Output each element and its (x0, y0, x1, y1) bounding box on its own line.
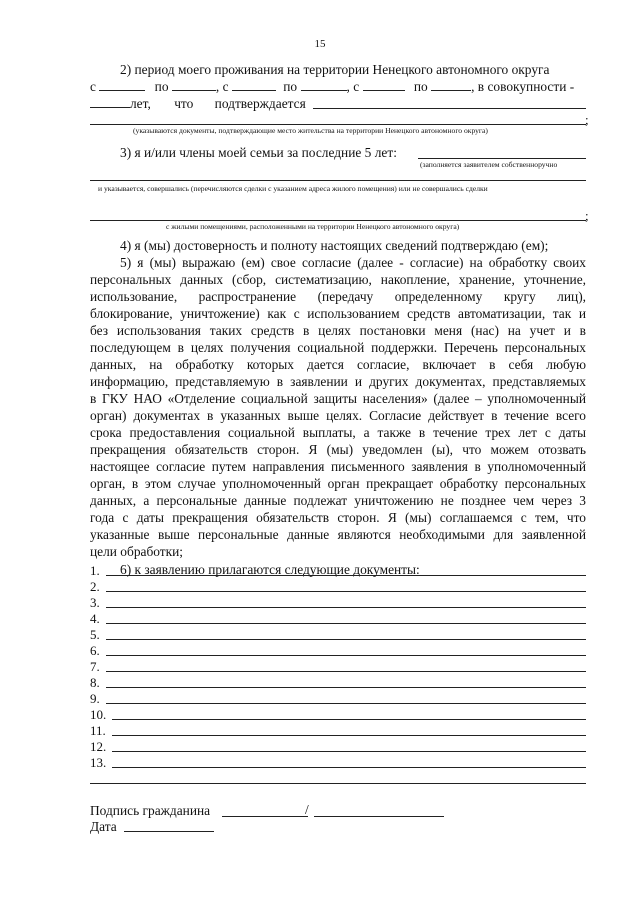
page-number: 15 (314, 38, 326, 50)
doc-number: 12. (90, 739, 107, 754)
doc-number: 4. (90, 611, 100, 626)
item3-hint-2: и указывается, совершались (перечисляются сделки с указанием адреса жилого помещения) или не совершались сделки (98, 184, 488, 193)
doc-field[interactable] (106, 687, 586, 688)
item5-line: блокирование, уничтожение) как с использованием средств автоматизации, так и (90, 306, 586, 321)
item3-heading: 3) я и/или члены моей семьи за последние 5 лет: (120, 145, 397, 160)
doc-field[interactable] (106, 623, 586, 624)
item3-field-3[interactable] (90, 220, 586, 221)
item2-to-field-3[interactable] (431, 79, 471, 91)
item2-from-field-2[interactable] (232, 79, 276, 91)
item2-hint: (указываются документы, подтверждающие место жительства на территории Ненецкого автономного округа) (133, 126, 488, 135)
item5-line: прекращения обязательств сторон. Я (мы) уведомлен (ы), что можем отозвать (90, 442, 586, 457)
item5-line: последующем в целях получения социальной поддержки. Перечень персональных (90, 340, 586, 355)
item2-to-field-1[interactable] (172, 79, 216, 91)
doc-field[interactable] (106, 655, 586, 656)
item5-line: информацию, представляемую в заявлении и других документах, представляемых (90, 374, 586, 389)
item5-line: без использования таких средств в целях постановки меня (нас) на учет и в (90, 323, 586, 338)
signature-field[interactable] (222, 816, 308, 817)
doc-field[interactable] (112, 735, 586, 736)
item5-line: в ГКУ НАО «Отделение социальной защиты населения» (далее – уполномоченный (90, 391, 586, 406)
item5-line: указанные выше персональные данные являются необходимыми для заявленной (90, 527, 586, 542)
doc-field-extra[interactable] (90, 783, 586, 784)
item2-confirmed-label: подтверждается (214, 96, 306, 111)
item5-line: данных, на обработку которых дается согласие, включает в себя любую (90, 357, 586, 372)
item5-line: данных, а персональные данные подлежат уничтожению не позднее чем через 3 (90, 493, 586, 508)
doc-number: 6. (90, 643, 100, 658)
doc-number: 1. (90, 563, 100, 578)
doc-field[interactable] (112, 767, 586, 768)
doc-number: 11. (90, 723, 106, 738)
item2-confirmation-field[interactable] (313, 108, 586, 109)
signature-name-field[interactable] (314, 816, 444, 817)
item5-line: орган, в этом случае уполномоченный орган прекращает обработку персональных (90, 476, 586, 491)
item2-from-label: с (90, 79, 96, 94)
doc-number: 9. (90, 691, 100, 706)
item2-that-label: что (174, 96, 194, 111)
item3-hint-1: (заполняется заявителем собственноручно (420, 160, 558, 169)
item5-line: персональных данных (сбор, систематизацию, накопление, хранение, уточнение, (90, 272, 586, 287)
item5-line: срока предоставления социальной выплаты, а также в течение трех лет с даты (90, 425, 586, 440)
doc-field[interactable] (106, 639, 586, 640)
item3-semicolon: ; (585, 208, 589, 223)
doc-number: 3. (90, 595, 100, 610)
item2-years-field[interactable] (90, 96, 130, 108)
item2-to-label: по (154, 79, 169, 94)
item2-from-field-3[interactable] (363, 79, 405, 91)
date-field[interactable] (124, 831, 214, 832)
doc-field[interactable] (106, 703, 586, 704)
signature-slash: / (305, 802, 309, 817)
doc-field[interactable] (112, 719, 586, 720)
item2-from-field-1[interactable] (99, 79, 145, 91)
item2-semicolon: ; (585, 112, 589, 127)
doc-field[interactable] (112, 751, 586, 752)
item5-line: использование, распространение (передачу определенному кругу лиц), (90, 289, 586, 304)
item2-years-label: лет, (130, 96, 151, 111)
doc-field[interactable] (106, 671, 586, 672)
item2-total-label: , в совокупности - (471, 79, 575, 94)
item2-to-field-2[interactable] (301, 79, 347, 91)
doc-field[interactable] (106, 607, 586, 608)
doc-number: 10. (90, 707, 107, 722)
doc-number: 8. (90, 675, 100, 690)
item5-line: цели обработки; (90, 544, 184, 559)
item2-period-line (90, 79, 574, 95)
item2-to-label-3: по (413, 79, 428, 94)
doc-field[interactable] (106, 591, 586, 592)
item2-to-label-2: по (283, 79, 298, 94)
item6-heading: 6) к заявлению прилагаются следующие документы: (120, 562, 420, 577)
doc-number: 2. (90, 579, 100, 594)
item4-statement: 4) я (мы) достоверность и полноту настоящих сведений подтверждаю (ем); (120, 238, 549, 253)
item5-line: года с даты прекращения обязательств сторон. Я (мы) соглашаемся с тем, что (90, 510, 586, 525)
date-label: Дата (90, 819, 117, 834)
item5-line: 5) я (мы) выражаю (ем) свое согласие (далее - согласие) на обработку своих (120, 255, 586, 270)
signature-label: Подпись гражданина (90, 803, 211, 818)
doc-number: 7. (90, 659, 100, 674)
doc-field[interactable] (106, 575, 586, 576)
item3-field-2[interactable] (90, 180, 586, 181)
item2-heading: 2) период моего проживания на территории Ненецкого автономного округа (120, 62, 550, 77)
item5-line: настоящее согласие путем направления письменного заявления в уполномоченный (90, 459, 586, 474)
item2-documents-field[interactable] (90, 124, 586, 125)
item3-field-1[interactable] (418, 158, 586, 159)
item2-years-line (90, 96, 306, 112)
doc-number: 13. (90, 755, 107, 770)
item2-and-from-label: , с (215, 79, 229, 94)
item5-line: орган) документах в указанных выше целях. Согласие действует в течение всего (90, 408, 586, 423)
item3-hint-3: с жилыми помещениями, расположенными на территории Ненецкого автономного округа) (166, 222, 460, 231)
item2-and-from-label-2: , с (346, 79, 360, 94)
doc-number: 5. (90, 627, 100, 642)
